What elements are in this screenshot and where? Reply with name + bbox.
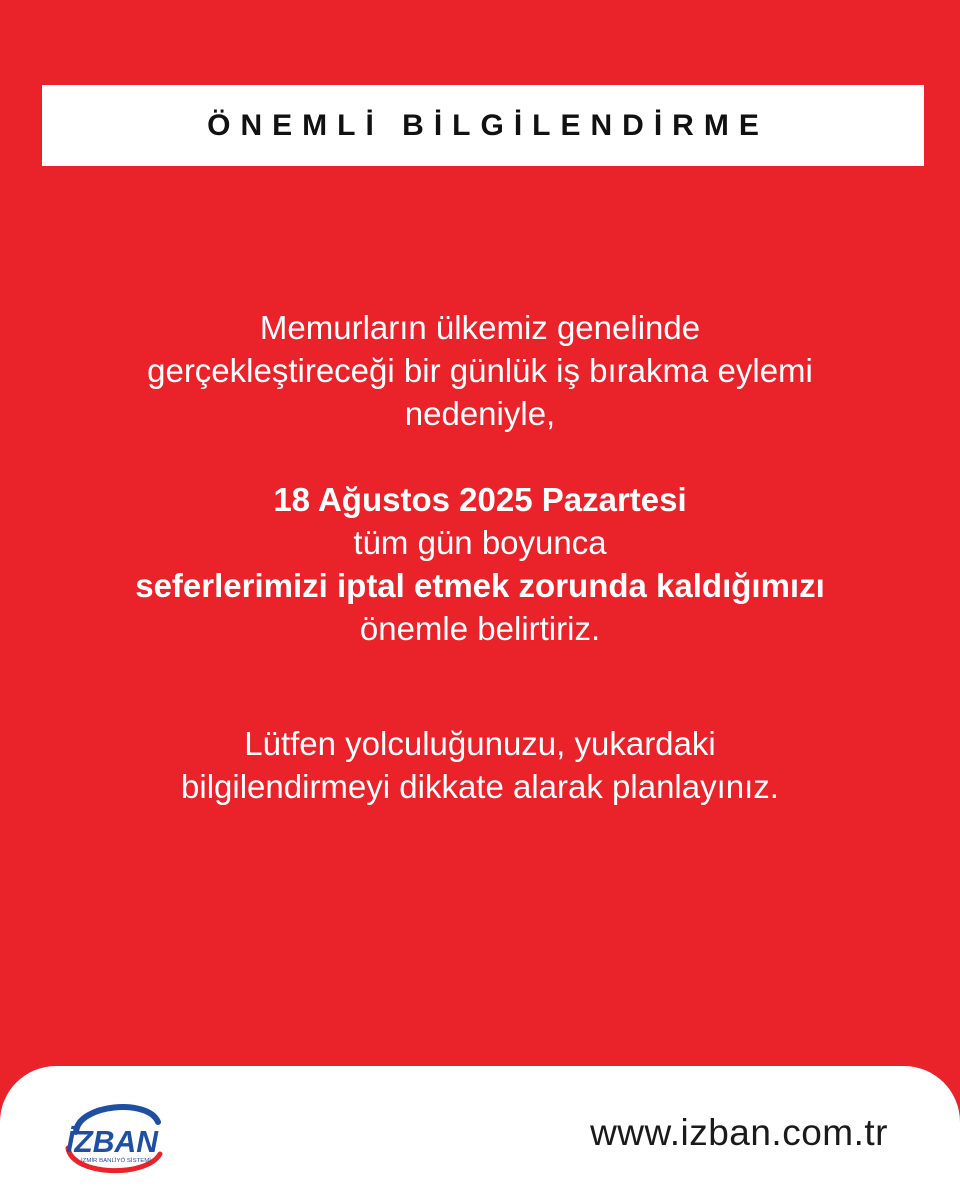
date-line: 18 Ağustos 2025 Pazartesi	[273, 481, 687, 518]
footer	[0, 1066, 960, 1200]
logo-subtitle: İZMİR BANLİYÖ SİSTEMİ	[81, 1158, 140, 1164]
title-banner	[42, 85, 924, 166]
duration-line: tüm gün boyunca	[353, 524, 607, 561]
closing-line: önemle belirtiriz.	[359, 610, 601, 647]
announcement-text	[0, 306, 960, 808]
advice-line-1: Lütfen yolculuğunuzu, yukardaki	[244, 725, 716, 762]
page-title: ÖNEMLİ BİLGİLENDİRME	[207, 108, 769, 142]
website-link[interactable]: www.izban.com.tr	[590, 1112, 888, 1153]
logo-wordmark: İZBAN	[66, 1124, 159, 1159]
intro-line-2: gerçekleştireceği bir günlük iş bırakma eylemi	[147, 352, 813, 389]
advice-line-2: bilgilendirmeyi dikkate alarak planlayınız.	[181, 768, 779, 805]
intro-line-3: nedeniyle,	[404, 395, 556, 432]
izban-logo	[60, 1092, 166, 1180]
intro-line-1: Memurların ülkemiz genelinde	[259, 309, 701, 346]
cancellation-line: seferlerimizi iptal etmek zorunda kaldığımızı	[135, 567, 825, 604]
